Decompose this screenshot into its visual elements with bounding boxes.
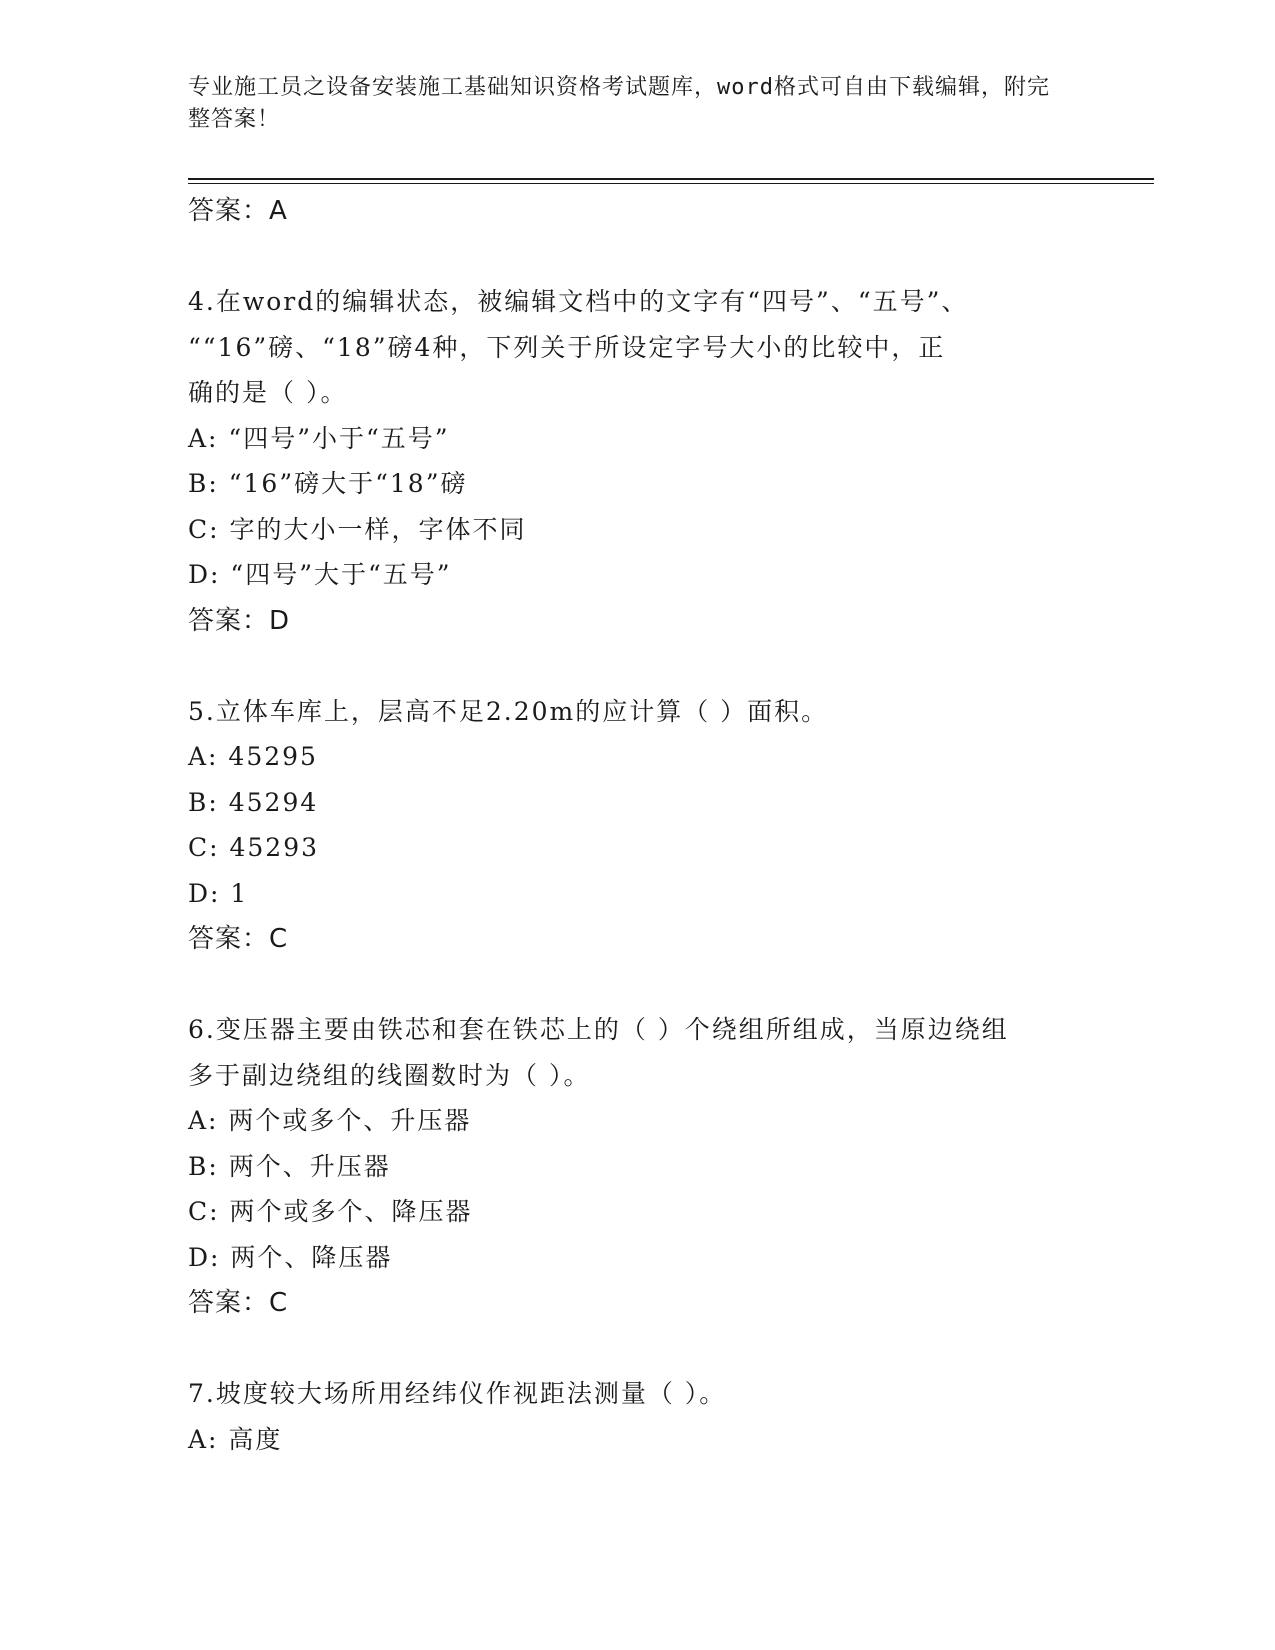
option-a: A: 高度: [188, 1424, 283, 1454]
option-a: A: “四号”小于“五号”: [188, 423, 450, 453]
option-a: A: 两个或多个、升压器: [188, 1106, 472, 1135]
question-text-line: 多于副边绕组的线圈数时为（ ）。: [188, 1060, 591, 1090]
question-text-line: 4.在word的编辑状态，被编辑文档中的文字有“四号”、“五号”、: [188, 287, 969, 316]
answer-line: 答案：A: [188, 196, 288, 226]
option-b: B: “16”磅大于“18”磅: [188, 469, 468, 498]
question-text-line: 5.立体车库上，层高不足2.20m的应计算（ ）面积。: [188, 696, 829, 726]
document-header: 专业施工员之设备安装施工基础知识资格考试题库，word格式可自由下载编辑，附完整答案！: [188, 75, 1050, 132]
answer-line: 答案：C: [188, 924, 289, 954]
question-5: [188, 689, 1088, 963]
question-text-line: 确的是（ ）。: [188, 378, 348, 407]
option-c: C: 两个或多个、降压器: [188, 1197, 473, 1226]
option-d: D: 两个、降压器: [188, 1242, 393, 1272]
option-a: A: 45295: [188, 742, 318, 771]
question-list: [188, 188, 1088, 1462]
header-divider: [188, 178, 1154, 180]
option-b: B: 45294: [188, 787, 319, 817]
option-c: C: 字的大小一样，字体不同: [188, 514, 527, 544]
option-d: D: 1: [188, 878, 249, 908]
question-text-line: ““16”磅、“18”磅4种，下列关于所设定字号大小的比较中，正: [188, 332, 946, 362]
question-text-line: 7.坡度较大场所用经纬仪作视距法测量（ ）。: [188, 1379, 727, 1408]
question-text-line: 6.变压器主要由铁芯和套在铁芯上的（ ）个绕组所组成，当原边绕组: [188, 1015, 1009, 1044]
header-divider-thin: [188, 183, 1154, 184]
question-7: [188, 1371, 1088, 1462]
question-4: [188, 279, 1088, 644]
option-d: D: “四号”大于“五号”: [188, 560, 452, 589]
answer-line: 答案：D: [188, 605, 291, 636]
question-6: [188, 1007, 1088, 1326]
option-b: B: 两个、升压器: [188, 1151, 391, 1181]
option-c: C: 45293: [188, 833, 320, 862]
answer-line: 答案：C: [188, 1288, 289, 1318]
